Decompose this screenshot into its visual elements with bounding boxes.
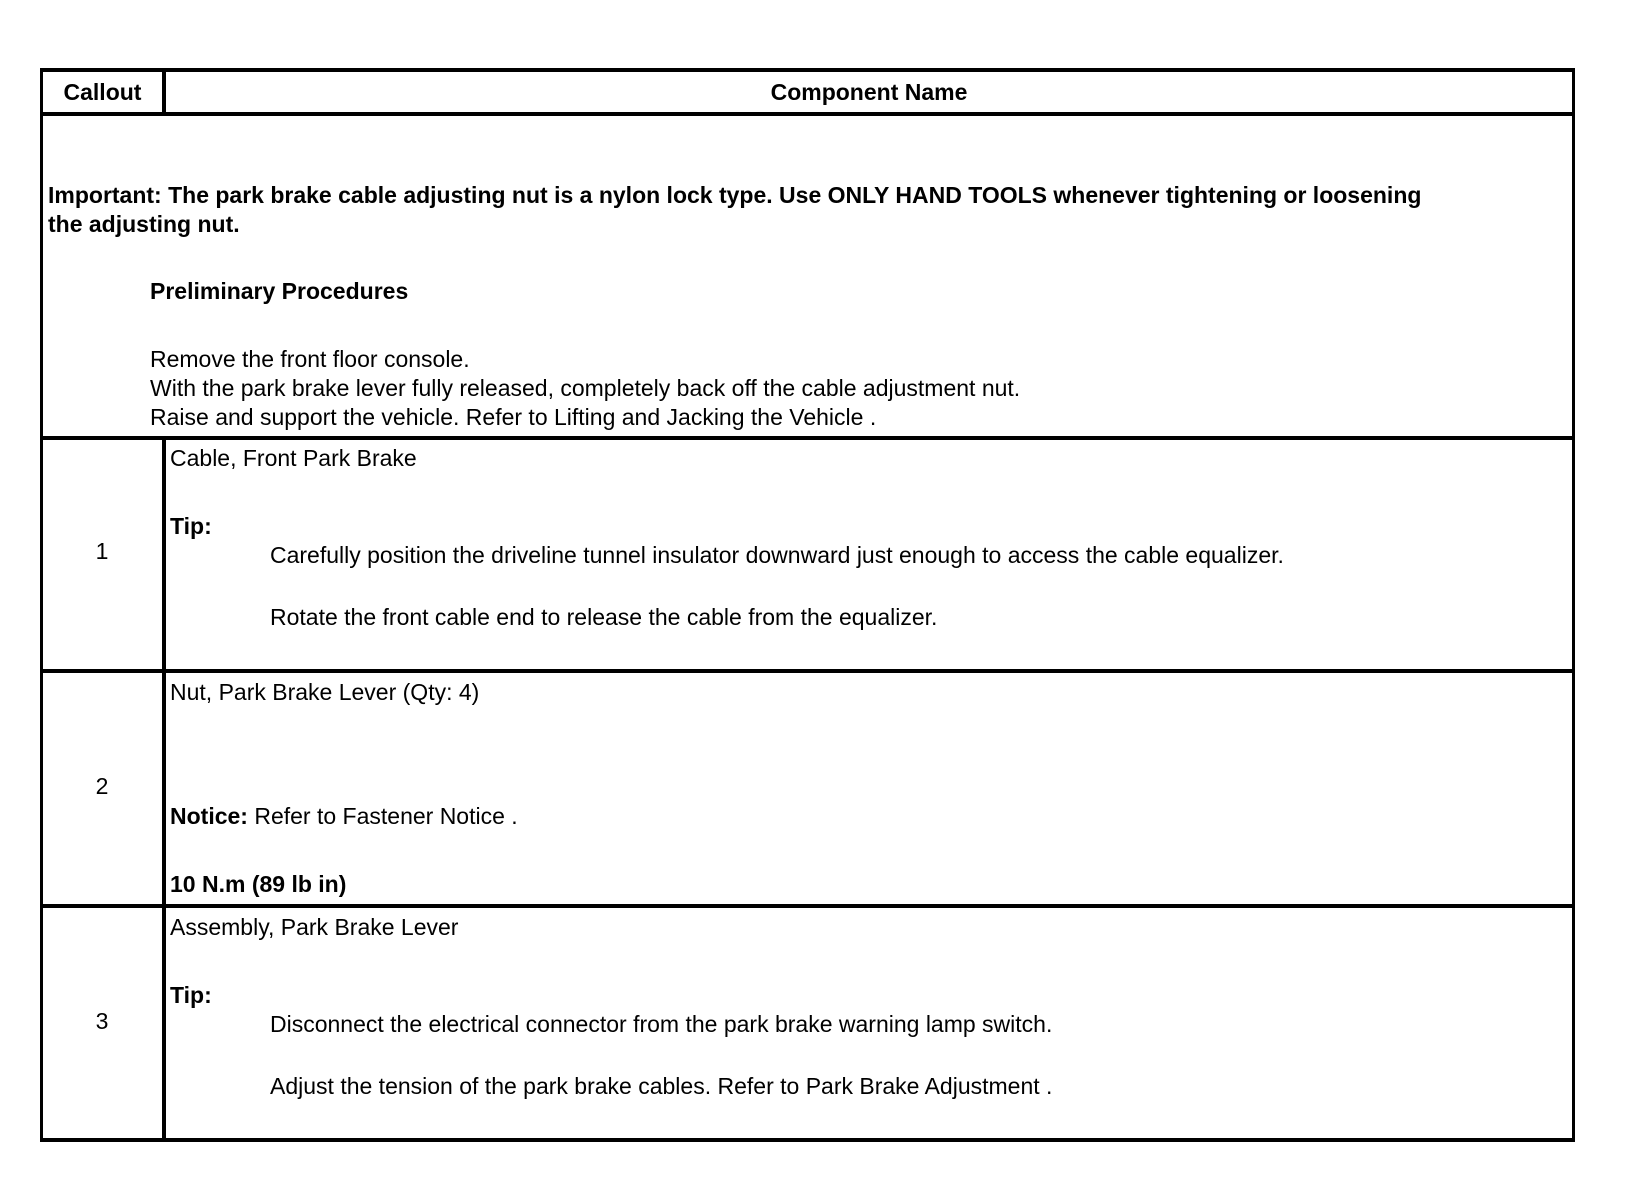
component-name: Cable, Front Park Brake	[170, 445, 417, 471]
tip-text: Disconnect the electrical connector from the park brake warning lamp switch.	[270, 1011, 1053, 1037]
torque-spec: 10 N.m (89 lb in)	[170, 871, 347, 897]
important-note-line1: Important: The park brake cable adjusting nut is a nylon lock type. Use ONLY HAND TOOLS whenever tightening or loosening	[48, 182, 1422, 208]
tip-text: Rotate the front cable end to release the cable from the equalizer.	[270, 604, 938, 630]
tip-label: Tip:	[170, 982, 212, 1008]
notice-label: Notice:	[170, 803, 248, 829]
row-divider	[43, 669, 1572, 673]
tip-text: Carefully position the driveline tunnel insulator downward just enough to access the cable equalizer.	[270, 542, 1284, 568]
component-table	[40, 68, 1575, 1142]
preliminary-divider	[43, 436, 1572, 440]
preliminary-procedures-heading: Preliminary Procedures	[150, 278, 409, 304]
preliminary-step: Raise and support the vehicle. Refer to Lifting and Jacking the Vehicle .	[150, 404, 877, 430]
tip-text: Adjust the tension of the park brake cables. Refer to Park Brake Adjustment .	[270, 1073, 1053, 1099]
callout-number: 2	[95, 773, 109, 799]
header-divider	[43, 112, 1572, 116]
component-name: Assembly, Park Brake Lever	[170, 914, 459, 940]
important-note-line2: the adjusting nut.	[48, 211, 240, 237]
header-column-divider	[162, 72, 166, 112]
tip-label: Tip:	[170, 513, 212, 539]
component-name: Nut, Park Brake Lever (Qty: 4)	[170, 679, 480, 705]
notice-line	[170, 802, 518, 831]
header-callout: Callout	[63, 79, 142, 105]
header-component-name: Component Name	[770, 79, 968, 105]
callout-number: 1	[95, 538, 109, 564]
callout-number: 3	[95, 1008, 109, 1034]
preliminary-step: With the park brake lever fully released, completely back off the cable adjustment nut.	[150, 375, 1021, 401]
preliminary-step: Remove the front floor console.	[150, 346, 470, 372]
callout-column-divider	[162, 436, 166, 1138]
notice-text: Refer to Fastener Notice .	[247, 803, 518, 829]
row-divider	[43, 904, 1572, 908]
